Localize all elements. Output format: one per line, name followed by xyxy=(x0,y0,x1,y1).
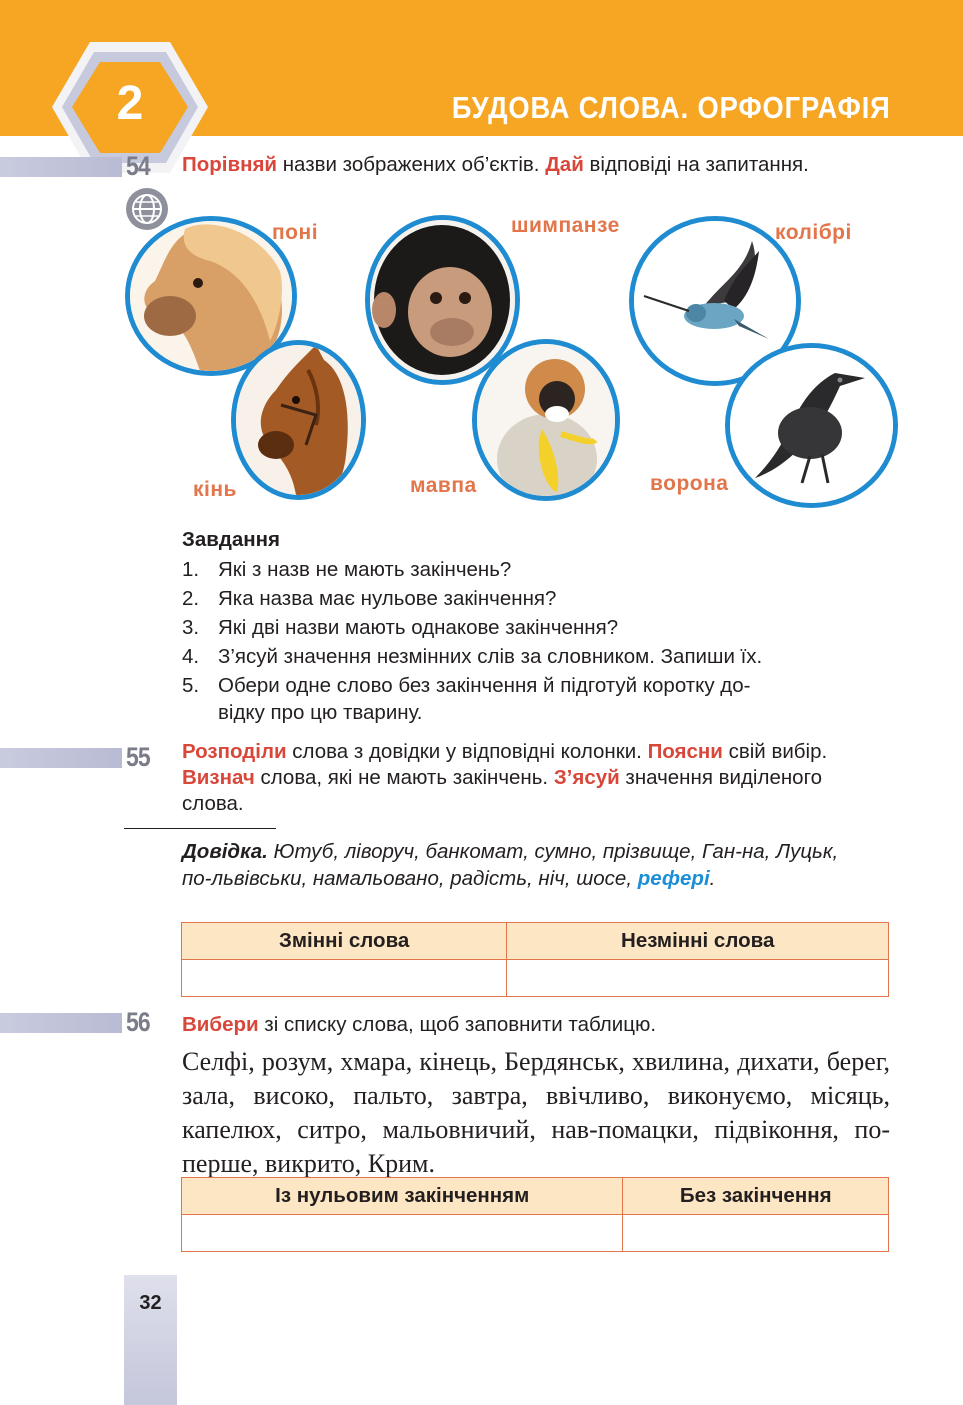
exercise-stripe xyxy=(0,1013,122,1033)
instruction-text: зі списку слова, щоб заповнити таблицю. xyxy=(258,1013,657,1036)
exercise-number-54: 54 xyxy=(126,151,150,181)
reference-divider xyxy=(124,828,276,829)
globe-icon xyxy=(125,187,169,231)
table-cell[interactable] xyxy=(182,1215,623,1252)
verb-determine: Визнач xyxy=(182,766,255,789)
exercise-54-instruction xyxy=(182,152,842,178)
verb-explain: Поясни xyxy=(647,740,723,763)
exercise-number-55: 55 xyxy=(126,742,150,772)
reference-block xyxy=(182,838,847,892)
task-text: Які дві назви мають однакове закінчення? xyxy=(218,616,619,639)
verb-choose: Вибери xyxy=(182,1013,259,1036)
instruction-text: слова, які не мають закінчень. xyxy=(254,766,554,789)
table-cell[interactable] xyxy=(507,960,889,997)
tasks-title: Завдання xyxy=(182,528,280,551)
task-number: 1. xyxy=(182,558,200,581)
instruction-text: значення виділеного слова. xyxy=(182,766,822,815)
task-item xyxy=(182,614,882,641)
task-number: 2. xyxy=(182,587,200,610)
task-item xyxy=(182,556,882,583)
verb-distribute: Розподіли xyxy=(182,740,287,763)
instruction-text: слова з довідки у відповідні колонки. xyxy=(286,740,648,763)
column-header: Змінні слова xyxy=(182,923,507,960)
task-text: Яка назва має нульове закінчення? xyxy=(218,587,557,610)
label-monkey: мавпа xyxy=(410,474,477,497)
exercise-55-instruction xyxy=(182,739,847,817)
verb-give: Дай xyxy=(545,153,584,176)
label-crow: ворона xyxy=(650,472,729,495)
table-cell[interactable] xyxy=(623,1215,889,1252)
verb-compare: Порівняй xyxy=(182,153,278,176)
label-pony: поні xyxy=(272,221,319,244)
exercise-56-instruction xyxy=(182,1012,842,1038)
label-hummingbird: колібрі xyxy=(775,221,852,244)
column-header: Із нульовим закінченням xyxy=(182,1178,623,1215)
task-item xyxy=(182,643,882,670)
word-list: Селфі, розум, хмара, кінець, Бердянськ, хвилина, дихати, берег, зала, високо, пальто, завтра, ввічливо, виконуємо, місяць, капелюх, ситро, мальовничий, нав-помацки, підвіконня, по-перше, викрито, Крим. xyxy=(182,1047,890,1178)
task-text: Які з назв не мають закінчень? xyxy=(218,558,512,581)
page-number: 32 xyxy=(139,1292,162,1314)
task-item xyxy=(182,672,882,726)
instruction-text: назви зображених об’єктів. xyxy=(277,153,546,176)
label-horse: кінь xyxy=(193,478,237,501)
exercise-stripe xyxy=(0,748,122,768)
instruction-text: відповіді на запитання. xyxy=(583,153,809,176)
chapter-number: 2 xyxy=(116,77,144,130)
highlighted-word: рефері xyxy=(637,867,710,890)
table-cell[interactable] xyxy=(182,960,507,997)
task-item xyxy=(182,585,882,612)
column-header: Без закінчення xyxy=(623,1178,889,1215)
table-ex56 xyxy=(181,1177,889,1252)
verb-find-out: З’ясуй xyxy=(553,766,620,789)
task-text-continued: відку про цю тварину. xyxy=(218,701,423,724)
table-ex55 xyxy=(181,922,889,997)
exercise-number-56: 56 xyxy=(126,1007,150,1037)
task-text: Обери одне слово без закінчення й підготуй коротку до- xyxy=(218,674,751,697)
task-number: 3. xyxy=(182,616,200,639)
horse-image xyxy=(231,340,366,500)
task-number: 4. xyxy=(182,645,200,668)
instruction-text: свій вибір. xyxy=(722,740,828,763)
task-number: 5. xyxy=(182,674,200,697)
reference-end: . xyxy=(709,867,716,890)
crow-image xyxy=(725,343,898,508)
reference-text: Ютуб, ліворуч, банкомат, сумно, прізвище, Ган-на, Луцьк, по-львівськи, намальовано, радість, ніч, шосе, xyxy=(182,840,839,890)
column-header: Незмінні слова xyxy=(507,923,889,960)
label-chimpanzee: шимпанзе xyxy=(511,214,620,237)
reference-label: Довідка. xyxy=(182,840,268,863)
task-text: З’ясуй значення незмінних слів за словником. Запиши їх. xyxy=(218,645,763,668)
chapter-title: БУДОВА СЛОВА. ОРФОГРАФІЯ xyxy=(452,90,891,125)
monkey-image xyxy=(472,339,620,501)
exercise-stripe xyxy=(0,157,122,177)
